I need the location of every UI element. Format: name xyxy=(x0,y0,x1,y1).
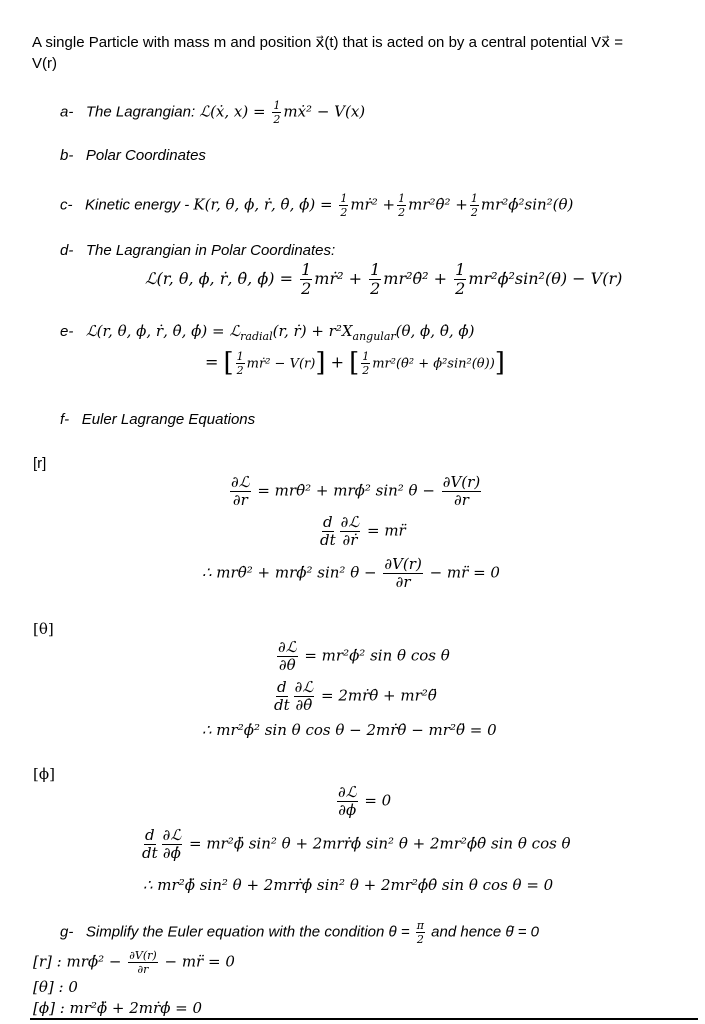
fraction-numerator: 1 xyxy=(455,260,466,279)
bottom-rule xyxy=(30,1018,698,1020)
section-tag-r: [r] xyxy=(33,455,47,472)
fraction-denominator: ∂ϕ̇ xyxy=(162,844,181,862)
item-e-equation-line2: = [ $\frac{1}{2}$ mṙ² − V(r)] + [ $\frac{1}{2}$ mr²(θ̇² + ϕ̇²sin²(θ))] xyxy=(205,348,505,378)
fraction-numerator: ∂ℒ xyxy=(231,473,250,491)
fraction-denominator: ∂ϕ xyxy=(338,801,357,819)
r-eq-2: $\frac{d}{dt}$ $\frac{\text{∂ℒ}}{\text{∂ṙ}}$ = mr̈ xyxy=(320,513,406,549)
fraction-numerator: ∂V(r) xyxy=(384,555,422,573)
item-a: a- The Lagrangian: ℒ(ẋ, x) = $\frac{1}{2}$ mẋ² − V(x) xyxy=(60,99,366,126)
fraction xyxy=(272,100,281,125)
fraction-denominator: ∂r xyxy=(453,491,469,509)
item-g: g- Simplify the Euler equation with the condition θ = $\frac{\pi}{2}$ and hence θ̇ = 0 xyxy=(60,919,539,946)
fraction-denominator: ∂r xyxy=(137,963,149,976)
fraction-numerator: 1 xyxy=(340,192,348,205)
fraction-numerator: ∂ℒ xyxy=(278,638,297,656)
fraction-denominator: 2 xyxy=(236,363,244,377)
fraction-denominator: 2 xyxy=(470,206,478,219)
phi-eq-1: $\frac{\text{∂ℒ}}{\partial\phi}$ = 0 xyxy=(338,783,392,819)
item-c-label: c- xyxy=(60,196,73,214)
fraction-numerator: ∂ℒ xyxy=(294,678,314,696)
fraction-denominator: 2 xyxy=(301,279,312,298)
item-d-label: d- xyxy=(60,242,74,259)
fraction xyxy=(274,680,290,713)
item-d-equation: ℒ(r, θ, ϕ, ṙ, θ̇, ϕ̇) = $\frac{1}{2}$ mṙ² + $\frac{1}{2}$ mr²θ̇² + $\frac{1}{2}$ mr²ϕ̇²sin²(θ) − V(r) xyxy=(145,260,623,298)
intro-line-2: V(r) xyxy=(32,55,57,72)
fraction-numerator: ∂ℒ xyxy=(162,826,182,844)
fraction xyxy=(230,475,251,508)
fraction xyxy=(337,785,358,818)
fraction-numerator: 1 xyxy=(273,99,281,112)
fraction-denominator: dt xyxy=(320,531,336,549)
fraction-numerator: π xyxy=(416,919,424,932)
fraction-denominator: 2 xyxy=(362,363,370,377)
fraction-denominator: dt xyxy=(274,696,290,714)
fraction-numerator: ∂ℒ xyxy=(338,783,357,801)
fraction xyxy=(470,193,479,218)
result-phi: [ϕ] : mr²ϕ̈ + 2mṙϕ̇ = 0 xyxy=(33,999,203,1017)
fraction-denominator: 2 xyxy=(455,279,466,298)
fraction-denominator: ∂r xyxy=(232,491,248,509)
fraction-numerator: 1 xyxy=(362,349,370,363)
fraction-denominator: 2 xyxy=(398,206,406,219)
fraction xyxy=(383,557,422,590)
fraction-numerator: 1 xyxy=(301,260,312,279)
fraction xyxy=(277,640,298,673)
fraction-denominator: 2 xyxy=(370,279,381,298)
phi-eq-2: $\frac{d}{dt}$ $\frac{\text{∂ℒ}}{\partial\phi̇}$ = mr²ϕ̈ sin² θ + 2mrṙϕ̇ sin² θ + 2mr²ϕ̇θ̇ sin θ cos θ xyxy=(142,826,571,862)
r-eq-1: $\frac{\text{∂ℒ}}{\partial r}$ = mrθ̇² + mrϕ̇² sin² θ − $\frac{\partial V(r)}{\partial r}$ xyxy=(231,473,481,509)
fraction-numerator: 1 xyxy=(236,349,244,363)
fraction xyxy=(300,262,312,297)
fraction-denominator: 2 xyxy=(416,933,424,946)
fraction xyxy=(236,351,245,376)
fraction xyxy=(320,515,336,548)
fraction-denominator: dt xyxy=(142,844,158,862)
fraction xyxy=(361,351,370,376)
fraction-numerator: 1 xyxy=(370,260,381,279)
section-tag-phi: [ϕ] xyxy=(33,765,55,783)
section-tag-theta: [θ] xyxy=(33,620,54,638)
theta-eq-2: $\frac{d}{dt}$ $\frac{\text{∂ℒ}}{\partial\thetȧ}$ = 2mṙθ̇ + mr²θ̈ xyxy=(274,678,437,714)
theta-eq-1: $\frac{\text{∂ℒ}}{\partial\theta}$ = mr²ϕ̇² sin θ cos θ xyxy=(278,638,450,674)
fraction-denominator: 2 xyxy=(340,206,348,219)
fraction-denominator: ∂ṙ xyxy=(342,531,358,549)
fraction xyxy=(142,828,158,861)
result-theta: [θ] : 0 xyxy=(33,978,78,996)
item-g-label: g- xyxy=(60,923,74,941)
item-e-label: e- xyxy=(60,323,74,340)
fraction-denominator: 2 xyxy=(273,113,281,126)
theta-eq-3: ∴ mr²ϕ̇² sin θ cos θ − 2mṙθ̇ − mr²θ̈ = 0 xyxy=(202,721,497,739)
fraction xyxy=(416,920,425,945)
fraction xyxy=(128,950,157,975)
item-a-label: a- xyxy=(60,103,74,121)
fraction-numerator: 1 xyxy=(470,192,478,205)
intro-line-1: A single Particle with mass m and position x⃗(t) that is acted on by a central potential Vx⃗ = xyxy=(32,34,623,51)
item-d: d- The Lagrangian in Polar Coordinates: xyxy=(60,242,336,259)
fraction xyxy=(369,262,381,297)
fraction xyxy=(340,515,361,548)
fraction-numerator: ∂V(r) xyxy=(129,949,157,962)
fraction xyxy=(442,475,481,508)
fraction xyxy=(294,680,315,713)
result-r: [r] : mrϕ̇² − $\frac{\partial V(r)}{\partial r}$ − mr̈ = 0 xyxy=(33,949,235,976)
fraction-numerator: d xyxy=(323,513,333,531)
fraction xyxy=(339,193,348,218)
fraction xyxy=(454,262,466,297)
item-b: b- Polar Coordinates xyxy=(60,147,206,164)
phi-eq-3: ∴ mr²ϕ̈ sin² θ + 2mrṙϕ̇ sin² θ + 2mr²ϕ̇θ̇ sin θ cos θ = 0 xyxy=(143,876,554,894)
fraction xyxy=(162,828,183,861)
item-f-label: f- xyxy=(60,411,70,428)
fraction xyxy=(397,193,406,218)
fraction-numerator: ∂V(r) xyxy=(442,473,481,491)
item-c: c- Kinetic energy - K(r, θ, ϕ, ṙ, θ̇, ϕ̇) = $\frac{1}{2}$ mṙ² + $\frac{1}{2}$ mr²θ̇² + $\frac{1}{2}$ mr²ϕ̇²sin²(θ) xyxy=(60,192,574,219)
fraction-numerator: d xyxy=(145,826,155,844)
item-f: f- Euler Lagrange Equations xyxy=(60,411,256,428)
fraction-denominator: ∂θ xyxy=(278,656,296,674)
fraction-numerator: d xyxy=(277,678,287,696)
fraction-numerator: 1 xyxy=(398,192,406,205)
item-e: e- ℒ(r, θ, ϕ, ṙ, θ̇, ϕ̇) = ℒ$_{radial}$(r, ṙ) + $r^2X_{angular}(\theta$, ϕ, θ̇, ϕ̇) xyxy=(60,322,475,343)
r-eq-3: ∴ mrθ̇² + mrϕ̇² sin² θ − $\frac{\partial V(r)}{\partial r}$ − mr̈ = 0 xyxy=(202,555,500,591)
fraction-numerator: ∂ℒ xyxy=(340,513,360,531)
fraction-denominator: ∂r xyxy=(395,573,411,591)
fraction-denominator: ∂θ̇ xyxy=(295,696,313,714)
item-b-label: b- xyxy=(60,147,74,164)
